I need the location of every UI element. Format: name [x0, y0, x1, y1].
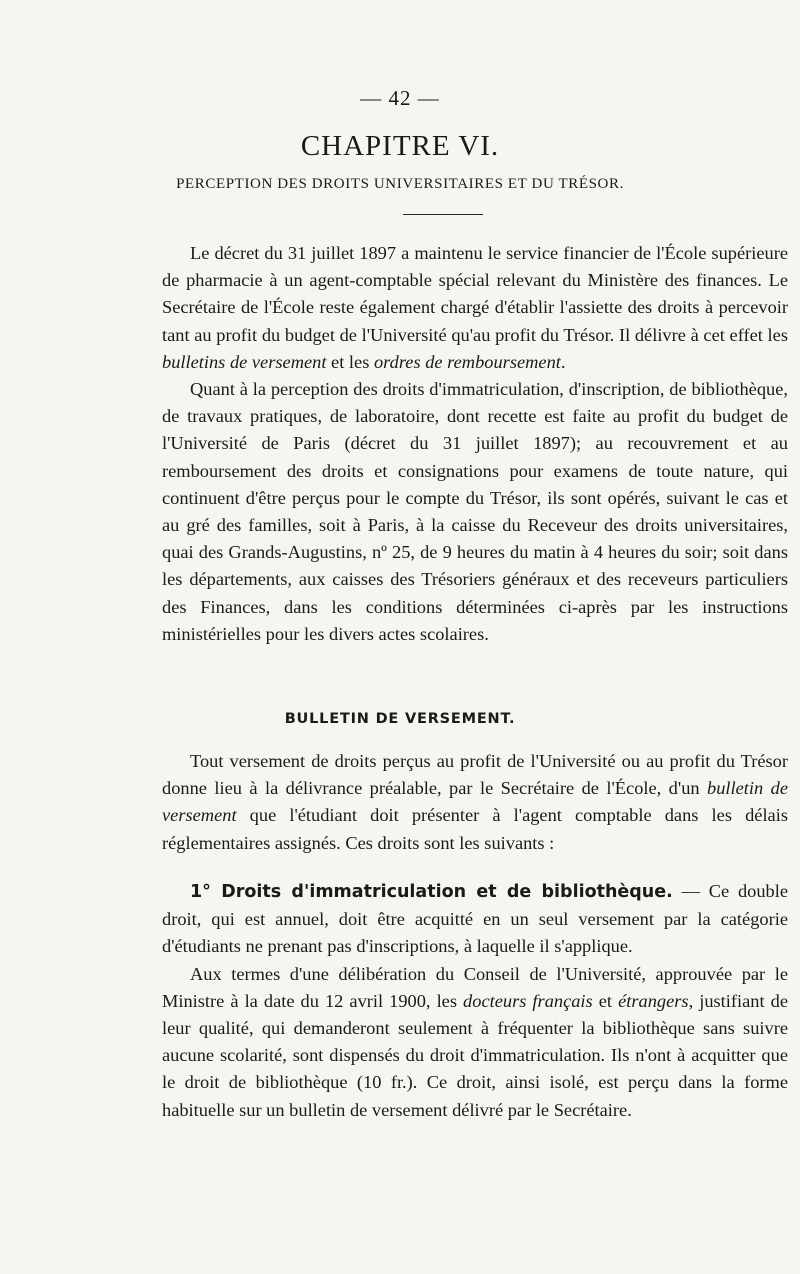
- italic-term: ordres de remboursement: [373, 351, 561, 372]
- text-run: Aux termes d'une délibération du Conseil de l'Université, approuvée par le Ministre à la date du 12 avril 1900, les: [162, 963, 788, 1011]
- chapter-subtitle: PERCEPTION DES DROITS UNIVERSITAIRES ET DU TRÉSOR.: [176, 176, 624, 192]
- italic-term: étrangers: [618, 990, 689, 1011]
- chapter-title: CHAPITRE VI.: [300, 130, 500, 162]
- text-run: et: [592, 990, 619, 1011]
- intro-text: [162, 240, 788, 648]
- paragraph: [162, 878, 788, 961]
- paragraph: [162, 961, 788, 1124]
- text-run: que l'étudiant doit présenter à l'agent comptable dans les délais réglementaires assignés. Ces droits sont les suivants :: [162, 805, 788, 853]
- text-run: Tout versement de droits perçus au profit de l'Université ou au profit du Trésor donne lieu à la délivrance préalable, par le Secrétaire de l'École, d'un: [162, 751, 788, 799]
- droits-text: [162, 878, 788, 1124]
- italic-term: docteurs français: [463, 990, 593, 1011]
- text-run: .: [560, 351, 566, 372]
- section-heading: BULLETIN DE VERSEMENT.: [284, 711, 516, 727]
- italic-term: bulletins de versement: [162, 351, 327, 372]
- bulletin-text: [162, 748, 788, 857]
- page-number: — 42 —: [360, 86, 440, 110]
- divider-rule: [403, 214, 483, 215]
- paragraph: [162, 748, 788, 857]
- text-run: — Ce double droit, qui est annuel, doit être acquitté en un seul versement par la catégorie d'étudiants ne prenant pas d'inscriptions, à laquelle il s'applique.: [162, 881, 789, 957]
- text-run: et les: [326, 351, 374, 372]
- text-run: Le décret du 31 juillet 1897 a maintenu le service financier de l'École supérieure de pharmacie à un agent-comptable spécial relevant du Ministère des finances. Le Secrétaire de l'École reste également chargé d'établir l'assiette des droits à percevoir tant au profit du budget de l'Université qu'au profit du Trésor. Il délivre à cet effet les: [162, 243, 788, 345]
- text-run: , justifiant de leur qualité, qui demanderont seulement à fréquenter la bibliothèque sans suivre aucune scolarité, sont dispensés du droit d'immatriculation. Ils n'ont à acquitter que le droit de bibliothèque (10 fr.). Ce droit, ainsi isolé, est perçu dans la forme habituelle sur un bulletin de versement délivré par le Secrétaire.: [162, 990, 788, 1120]
- paragraph: Quant à la perception des droits d'immatriculation, d'inscription, de bibliothèque, de travaux pratiques, de laboratoire, dont recette est faite au profit du budget de l'Université de Paris (décret du 31 juillet 1897); au recouvrement et au remboursement des droits et consignations pour examens de toute nature, qui continuent d'être perçus pour le compte du Trésor, ils sont opérés, suivant le cas et au gré des familles, soit à Paris, à la caisse du Receveur des droits universitaires, quai des Grands-Augustins, nº 25, de 9 heures du matin à 4 heures du soir; soit dans les départements, aux caisses des Trésoriers généraux et des receveurs particuliers des Finances, dans les conditions déterminées ci-après par les instructions ministérielles pour les divers actes scolaires.: [162, 379, 788, 644]
- item-heading: 1° Droits d'immatriculation et de bibliothèque.: [190, 882, 673, 902]
- paragraph: [162, 240, 788, 376]
- italic-term: bulletin de versement: [162, 778, 788, 826]
